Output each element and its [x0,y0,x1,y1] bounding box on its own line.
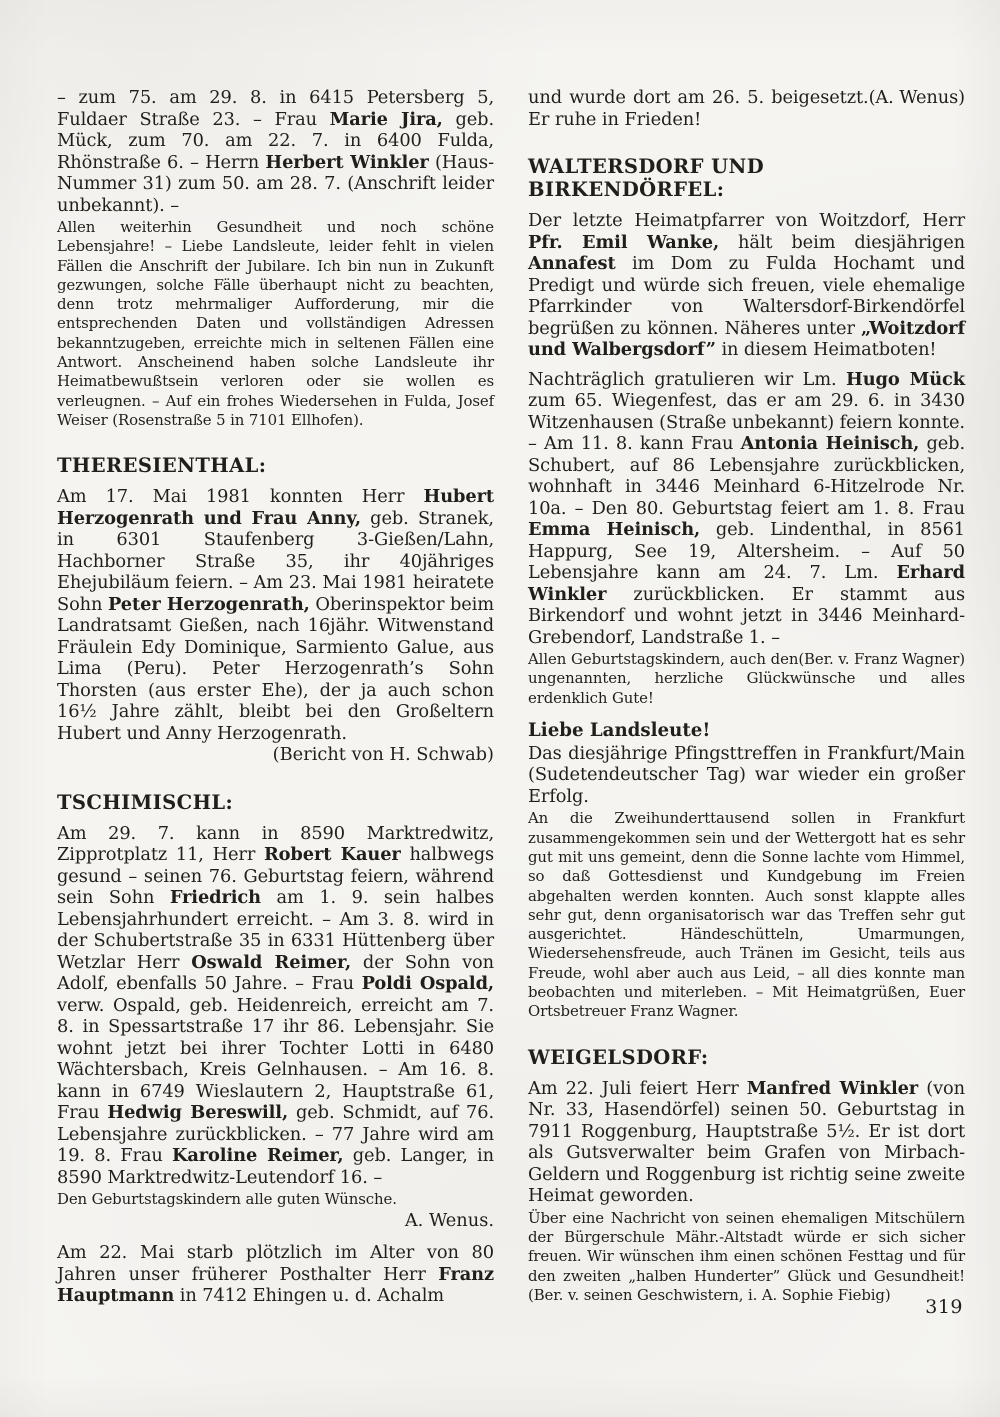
text-run: Am 22. Mai starb plötzlich im Alter von 80 Jahren unser früherer Posthalter Herr [57,1242,494,1285]
text-run: geb. Langer, in 8590 Marktredwitz-Leutendorf 16. – [57,1145,494,1188]
text-run: halbwegs gesund – seinen 76. Geburtstag feiern, während sein Sohn [57,844,495,909]
text-run: Über eine Nachricht von seinen ehemaligen Mitschülern der Bürgerschule Mähr.-Altstadt würde er sich sicher freuen. Wir wünschen ihm einen schönen Festtag und für den zweiten „halben Hunderter” Glück und Gesundheit! (Ber. v. seinen Geschwistern, i. A. Sophie Fiebig) [528,1208,965,1304]
section-heading: THERESIENTHAL: [57,454,267,478]
bold-name: Hugo Mück [846,368,965,390]
section-heading: WEIGELSDORF: [528,1045,709,1069]
text-run: in diesem Heimatboten! [715,339,937,360]
two-column-text-area [57,87,965,1307]
text-run: und wurde dort am 26. 5. beigesetzt. Er ruhe in Frieden! [528,87,869,130]
bold-name: Poldi Ospald, [361,973,494,995]
page-number: 319 [925,1296,963,1318]
bold-name: Hubert Herzogenrath und Frau Anny, [57,486,494,529]
section-heading: TSCHIMISCHL: [57,790,234,814]
bold-name: Franz Hauptmann [57,1263,494,1307]
bold-name: Karoline Reimer, [172,1145,344,1167]
text-run: geb. Schubert, auf 86 Lebensjahre zurückblicken, wohnhaft in 3446 Meinhard 6-Hitzelrode Nr. 10a. – Den 80. Geburtstag feiert am 1. 8. Frau [528,433,966,519]
bold-name: Manfred Winkler [746,1077,919,1099]
paragraph [57,486,494,744]
text-run: – zum 75. am 29. 8. in 6415 Petersberg 5, Fuldaer Straße 23. – Frau [57,87,494,130]
text-run: geb. Stranek, in 6301 Staufenberg 3-Gießen/Lahn, Hachborner Straße 35, ihr 40jähriges Ehejubiläum feiern. – Am 23. Mai 1981 heiratete Sohn [57,507,494,615]
paragraph [528,1078,965,1207]
text-run: zurückblicken. Er stammt aus Birkendorf und wohnt jetzt in 3446 Meinhard-Grebendorf, Landstraße 1. – [528,583,965,648]
paragraph [57,1242,494,1307]
paragraph [57,87,494,216]
text-run: geb. Schmidt, auf 76. Lebensjahre zurückblicken. – 77 Jahre wird am 19. 8. Frau [57,1102,494,1167]
text-run: am 1. 9. sein halbes Lebensjahrhundert erreicht. – Am 3. 8. wird in der Schubertstraße 35 in 6331 Hüttenberg über Wetzlar Herr [57,887,494,973]
bold-name: Herbert Winkler [265,151,429,173]
text-run: Allen weiterhin Gesundheit und noch schöne Lebensjahre! – Liebe Landsleute, leider fehlt in vielen Fällen die Anschrift der Jubilare. Ich bin nun in Zukunft gezwungen, solche Fälle überhaupt nicht zu beachten, denn trotz mehrmaliger Aufforderung, mir die entsprechenden Daten und vollständigen Adressen bekanntzugeben, erreichte mich in seltenen Fällen eine Antwort. Anscheinend haben solche Landsleute ihr Heimatbewußtsein verloren oder sie wollen es verleugnen. – Auf ein frohes Wiedersehen in Fulda, Josef Weiser (Rosenstraße 5 in 7101 Ellhofen). [57,218,494,429]
paragraph [528,369,965,649]
text-run: (von Nr. 33, Hasendörfel) seinen 50. Geburtstag in 7911 Roggenburg, Hauptstraße 5½. Er ist dort als Gutsverwalter beim Grafen von Mirbach-Geldern und Roggenburg ist richtig seine zweite Heimat geworden. [528,1077,965,1207]
text-run: verw. Ospald, geb. Heidenreich, erreicht am 7. 8. in Spessartstraße 17 ihr 86. Lebensjahr. Sie wohnt jetzt bei ihrer Tochter Lotti in 6480 Wächtersbach, Kreis Gelnhausen. – Am 16. 8. kann in 6749 Wieslautern 2, Hauptstraße 61, Frau [57,994,494,1124]
text-run: Allen Geburtstagskindern, auch den ungenannten, herzliche Glückwünsche und alles erdenklich Gute! [528,650,965,707]
right-column [528,87,965,1307]
bold-name: Antonia Heinisch, [740,433,920,454]
left-column [57,87,494,1307]
bold-name: Peter Herzogenrath, [108,593,310,615]
text-run: geb. Mück, zum 70. am 22. 7. in 6400 Fulda, Rhönstraße 6. – Herrn [57,108,495,173]
text-run: Am 17. Mai 1981 konnten Herr [57,486,424,508]
text-run: Das diesjährige Pfingsttreffen in Frankfurt/Main (Sudetendeutscher Tag) war wieder ein großer Erfolg. [528,742,965,807]
bold-name: Robert Kauer [263,844,401,866]
inline-signature: (A. Wenus) [868,87,965,108]
bold-name: Erhard Winkler [528,562,965,605]
section-heading: WALTERSDORF UND BIRKENDÖRFEL: [528,155,765,201]
text-run: hält beim diesjährigen [719,231,965,253]
fine-print-paragraph [57,218,494,430]
text-run: im Dom zu Fulda Hochamt und Predigt und würde sich freuen, viele ehemalige Pfarrkinder von Waltersdorf-Birkendörfel begrüßen zu können. Näheres unter [528,253,965,339]
paragraph [528,210,965,361]
signature-line: (Bericht von H. Schwab) [272,744,494,766]
text-run: Oberinspektor beim Landratsamt Gießen, nach 16jähr. Witwenstand Fräulein Edy Dominique, Sarmiento Galue, aus Lima (Peru). Peter Herzogenrath’s Sohn Thorsten (aus erster Ehe), der ja auch schon 16½ Jahre zählt, bleibt bei den Großeltern Hubert und Anny Herzogenrath. [57,593,495,744]
bold-name: Marie Jira, [329,108,443,130]
text-run: Den Geburtstagskindern alle guten Wünsche. [57,1190,397,1209]
paragraph [528,743,965,808]
paragraph [528,87,965,130]
inline-signature: (Ber. v. Franz Wagner) [798,650,965,668]
fine-print-paragraph [528,650,965,708]
text-run: Nachträglich gratulieren wir Lm. [528,368,847,390]
bold-name: Oswald Reimer, [191,951,352,973]
sub-heading: Liebe Landsleute! [528,719,711,741]
bold-name: Pfr. Emil Wanke, [528,231,720,253]
text-run: der Sohn von Adolf, ebenfalls 50 Jahre. – Frau [57,951,494,995]
text-run: Der letzte Heimatpfarrer von Woitzdorf, Herr [528,210,965,231]
fine-print-paragraph [528,1209,965,1305]
bold-name: Friedrich [169,887,261,909]
text-run: Am 22. Juli feiert Herr [528,1077,747,1099]
signature-line: A. Wenus. [404,1209,494,1231]
text-run: geb. Lindenthal, in 8561 Happurg, See 19, Altersheim. – Auf 50 Lebensjahre kann am 24. 7. Lm. [528,519,965,583]
bold-name: „Woitzdorf und Walbergsdorf” [528,317,965,360]
bold-name: Hedwig Bereswill, [107,1102,289,1124]
text-run: Am 29. 7. kann in 8590 Marktredwitz, Zipprotplatz 11, Herr [57,822,494,866]
bold-name: Emma Heinisch, [528,519,701,540]
fine-print-paragraph [528,809,965,1021]
bold-name: Annafest [528,253,616,274]
paragraph [57,823,494,1189]
text-run: An die Zweihunderttausend sollen in Frankfurt zusammengekommen sein und der Wettergott hat es sehr gut mit uns gemeint, denn die Sonne lachte vom Himmel, so daß Gottesdienst und Kundgebung im Freien abgehalten werden konnten. Auch sonst klappte alles sehr gut, denn organisatorisch war das Treffen sehr gut ausgerichtet. Händeschütteln, Umarmungen, Wiedersehensfreude, auch Tränen im Gesicht, teils aus Freude, wohl aber auch aus Leid, – all dies konnte man beobachten und miterleben. – Mit Heimatgrüßen, Euer Ortsbetreuer Franz Wagner. [528,809,965,1021]
text-run: zum 65. Wiegenfest, das er am 29. 6. in 3430 Witzenhausen (Straße unbekannt) feiern konnte. – Am 11. 8. kann Frau [528,390,965,454]
fine-print-paragraph [57,1190,494,1209]
text-run: (Haus-Nummer 31) zum 50. am 28. 7. (Anschrift leider unbekannt). – [57,151,494,216]
text-run: in 7412 Ehingen u. d. Achalm [174,1285,445,1307]
